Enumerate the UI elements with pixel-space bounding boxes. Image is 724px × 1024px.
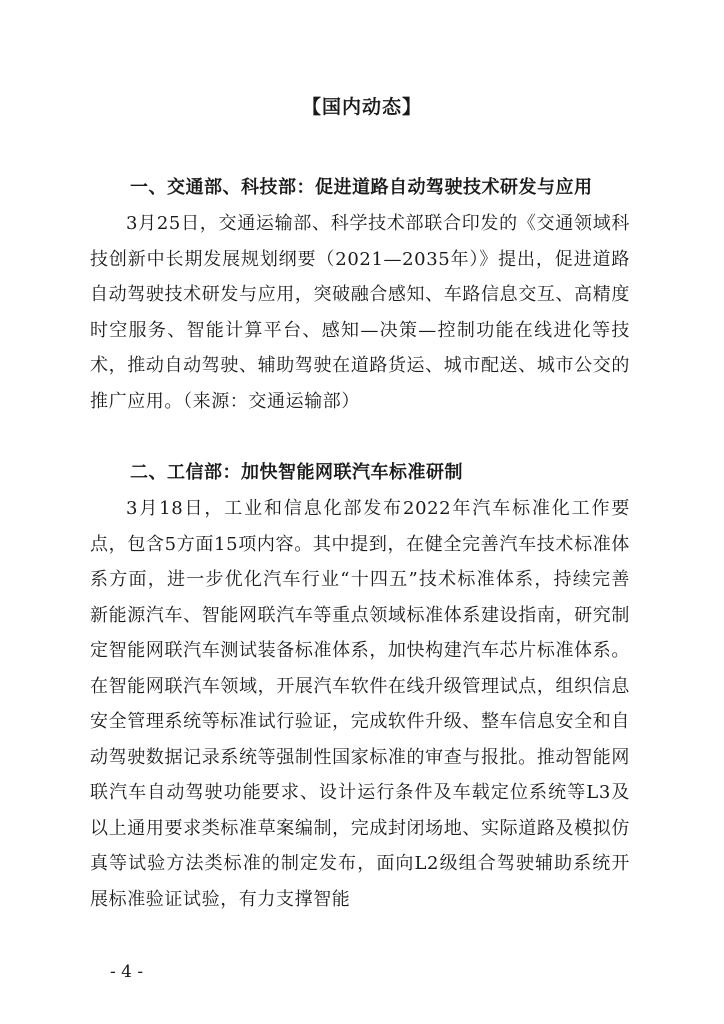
page-content: [90, 170, 630, 917]
section-tag: 【国内动态】: [301, 96, 422, 118]
article-2-heading: 二、工信部：加快智能网联汽车标准研制: [130, 462, 463, 483]
article-1-heading: 一、交通部、科技部：促进道路自动驾驶技术研发与应用: [130, 177, 593, 198]
article-1-body: 3月25日，交通运输部、科学技术部联合印发的《交通领域科技创新中长期发展规划纲要（2021—2035年）》提出，促进道路自动驾驶技术研发与应用，突破融合感知、车路信息交互、高精度时空服务、智能计算平台、感知—决策—控制功能在线进化等技术，推动自动驾驶、辅助驾驶在道路货运、城市配送、城市公交的推广应用。（来源：交通运输部）: [90, 213, 630, 412]
section-gap: [90, 419, 630, 455]
page-number: - 4 -: [110, 962, 144, 982]
article-2-body: 3月18日，工业和信息化部发布2022年汽车标准化工作要点，包含5方面15项内容。其中提到，在健全完善汽车技术标准体系方面，进一步优化汽车行业“十四五”技术标准体系，持续完善新能源汽车、智能网联汽车等重点领域标准体系建设指南，研究制定智能网联汽车测试装备标准体系，加快构建汽车芯片标准体系。在智能网联汽车领域，开展汽车软件在线升级管理试点，组织信息安全管理系统等标准试行验证，完成软件升级、整车信息安全和自动驾驶数据记录系统等强制性国家标准的审查与报批。推动智能网联汽车自动驾驶功能要求、设计运行条件及车载定位系统等L3及以上通用要求类标准草案编制，完成封闭场地、实际道路及模拟仿真等试验方法类标准的制定发布，面向L2级组合驾驶辅助系统开展标准验证试验，有力支撑智能: [90, 498, 630, 910]
